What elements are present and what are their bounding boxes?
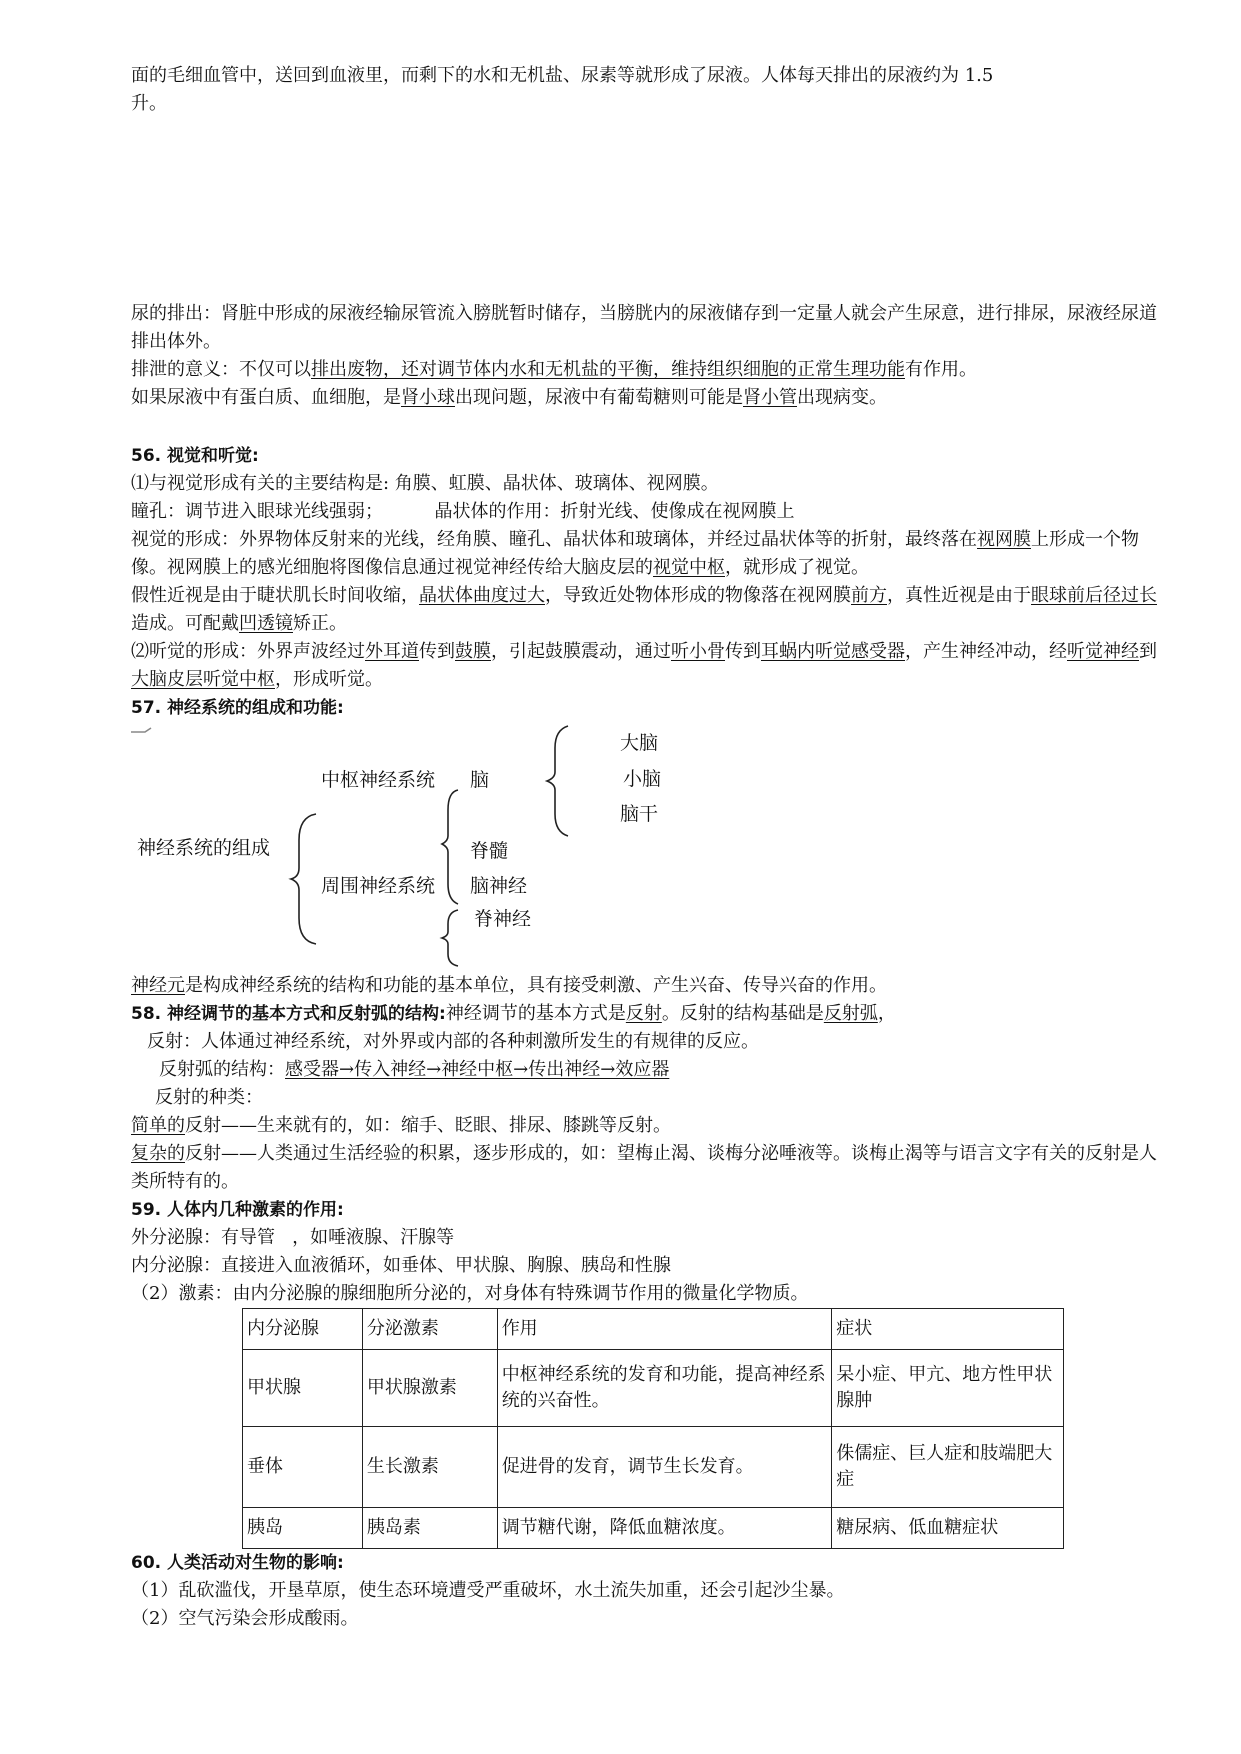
table-row bbox=[243, 1350, 1064, 1427]
section-heading-56: 56. 视觉和听觉: bbox=[131, 446, 259, 466]
diagram-label-peripheral: 周围神经系统 bbox=[321, 875, 436, 897]
paragraph-excretion-meaning: 排泄的意义：不仅可以排出废物，还对调节体内水和无机盐的平衡，维持组织细胞的正常生理功能有作用。 bbox=[131, 359, 977, 380]
table-cell: 调节糖代谢，降低血糖浓度。 bbox=[497, 1508, 832, 1549]
paragraph-hearing-formation: ⑵听觉的形成：外界声波经过外耳道传到鼓膜，引起鼓膜震动，通过听小骨传到耳蜗内听觉感受器，产生神经冲动，经听觉神经到大脑皮层听觉中枢，形成听觉。 bbox=[131, 641, 1157, 690]
section-heading-59: 59. 人体内几种激素的作用: bbox=[131, 1200, 344, 1220]
table-cell: 糖尿病、低血糖症状 bbox=[832, 1508, 1064, 1549]
paragraph-neuron: 神经元是构成神经系统的结构和功能的基本单位，具有接受刺激、产生兴奋、传导兴奋的作用。 bbox=[131, 975, 887, 996]
diagram-label-brain: 脑 bbox=[470, 769, 490, 791]
section-heading-58: 58. 神经调节的基本方式和反射弧的结构: bbox=[131, 1004, 446, 1024]
paragraph: ⑴与视觉形成有关的主要结构是: 角膜、虹膜、晶状体、玻璃体、视网膜。 bbox=[131, 473, 719, 494]
blank-space bbox=[131, 118, 1171, 300]
paragraph-urine-disease: 如果尿液中有蛋白质、血细胞，是肾小球出现问题，尿液中有葡萄糖则可能是肾小管出现病变。 bbox=[131, 387, 887, 408]
table-cell: 胰岛素 bbox=[362, 1508, 497, 1549]
paragraph-exocrine: 外分泌腺：有导管 ，如唾液腺、汗腺等 bbox=[131, 1227, 455, 1248]
table-header-cell: 分泌激素 bbox=[362, 1309, 497, 1350]
diagram-label-cerebellum: 小脑 bbox=[623, 768, 662, 790]
table-header-row bbox=[243, 1309, 1064, 1350]
paragraph-impact-1: （1）乱砍滥伐，开垦草原，使生态环境遭受严重破坏，水土流失加重，还会引起沙尘暴。 bbox=[131, 1580, 845, 1601]
table-header-cell: 作用 bbox=[497, 1309, 832, 1350]
document-page bbox=[131, 62, 1171, 1633]
brace-lines bbox=[131, 722, 1171, 972]
diagram-label-central: 中枢神经系统 bbox=[321, 769, 436, 791]
paragraph-reflex-arc: 反射弧的结构：感受器→传入神经→神经中枢→传出神经→效应器 bbox=[159, 1059, 670, 1080]
diagram-label-brainstem: 脑干 bbox=[620, 803, 659, 825]
paragraph-reflex: 反射：人体通过神经系统，对外界或内部的各种刺激所发生的有规律的反应。 bbox=[147, 1031, 759, 1052]
hormone-table bbox=[242, 1308, 1064, 1549]
blank-space bbox=[131, 412, 1171, 442]
diagram-label-spinal-nerve: 脊神经 bbox=[474, 908, 532, 930]
table-cell: 甲状腺激素 bbox=[362, 1350, 497, 1427]
diagram-label-cerebrum: 大脑 bbox=[620, 732, 659, 754]
paragraph-section-58: 58. 神经调节的基本方式和反射弧的结构:神经调节的基本方式是反射。反射的结构基础是反射弧， bbox=[131, 1003, 896, 1024]
paragraph-myopia: 假性近视是由于睫状肌长时间收缩，晶状体曲度过大，导致近处物体形成的物像落在视网膜前方，真性近视是由于眼球前后径过长造成。可配戴凹透镜矫正。 bbox=[131, 585, 1157, 634]
table-row bbox=[243, 1427, 1064, 1508]
table-cell: 甲状腺 bbox=[243, 1350, 363, 1427]
table-cell: 垂体 bbox=[243, 1427, 363, 1508]
paragraph-urine-discharge: 尿的排出：肾脏中形成的尿液经输尿管流入膀胱暂时储存，当膀胱内的尿液储存到一定量人就会产生尿意，进行排尿，尿液经尿道排出体外。 bbox=[131, 303, 1157, 352]
table-cell: 生长激素 bbox=[362, 1427, 497, 1508]
diagram-label-spinal-cord: 脊髓 bbox=[470, 840, 509, 862]
diagram-label-root: 神经系统的组成 bbox=[137, 837, 271, 859]
table-cell: 侏儒症、巨人症和肢端肥大症 bbox=[832, 1427, 1064, 1508]
table-header-cell: 内分泌腺 bbox=[243, 1309, 363, 1350]
paragraph-simple-reflex: 简单的反射——生来就有的，如：缩手、眨眼、排尿、膝跳等反射。 bbox=[131, 1115, 671, 1136]
table-header-cell: 症状 bbox=[832, 1309, 1064, 1350]
diagram-label-cranial-nerve: 脑神经 bbox=[470, 875, 528, 897]
paragraph-vision-formation: 视觉的形成：外界物体反射来的光线，经角膜、瞳孔、晶状体和玻璃体，并经过晶状体等的折射，最终落在视网膜上形成一个物像。视网膜上的感光细胞将图像信息通过视觉神经传给大脑皮层的视觉中枢，就形成了视觉。 bbox=[131, 529, 1139, 578]
table-cell: 胰岛 bbox=[243, 1508, 363, 1549]
paragraph: 升。 bbox=[131, 93, 167, 114]
table-cell: 促进骨的发育，调节生长发育。 bbox=[497, 1427, 832, 1508]
paragraph-reflex-types: 反射的种类： bbox=[155, 1087, 263, 1108]
table-cell: 呆小症、甲亢、地方性甲状腺肿 bbox=[832, 1350, 1064, 1427]
table-row bbox=[243, 1508, 1064, 1549]
paragraph-endocrine: 内分泌腺：直接进入血液循环，如垂体、甲状腺、胸腺、胰岛和性腺 bbox=[131, 1255, 671, 1276]
table-cell: 中枢神经系统的发育和功能，提高神经系统的兴奋性。 bbox=[497, 1350, 832, 1427]
paragraph: 面的毛细血管中，送回到血液里，而剩下的水和无机盐、尿素等就形成了尿液。人体每天排出的尿液约为 1.5 bbox=[131, 65, 994, 86]
section-heading-57: 57. 神经系统的组成和功能: bbox=[131, 698, 344, 718]
paragraph-hormone: （2）激素：由内分泌腺的腺细胞所分泌的，对身体有特殊调节作用的微量化学物质。 bbox=[131, 1283, 809, 1304]
section-heading-60: 60. 人类活动对生物的影响: bbox=[131, 1553, 344, 1573]
paragraph: 瞳孔：调节进入眼球光线强弱； 晶状体的作用：折射光线、使像成在视网膜上 bbox=[131, 501, 795, 522]
paragraph-impact-2: （2）空气污染会形成酸雨。 bbox=[131, 1608, 359, 1629]
paragraph-complex-reflex: 复杂的反射——人类通过生活经验的积累，逐步形成的，如：望梅止渴、谈梅分泌唾液等。谈梅止渴等与语言文字有关的反射是人类所特有的。 bbox=[131, 1143, 1157, 1192]
nervous-system-diagram bbox=[131, 722, 1171, 972]
